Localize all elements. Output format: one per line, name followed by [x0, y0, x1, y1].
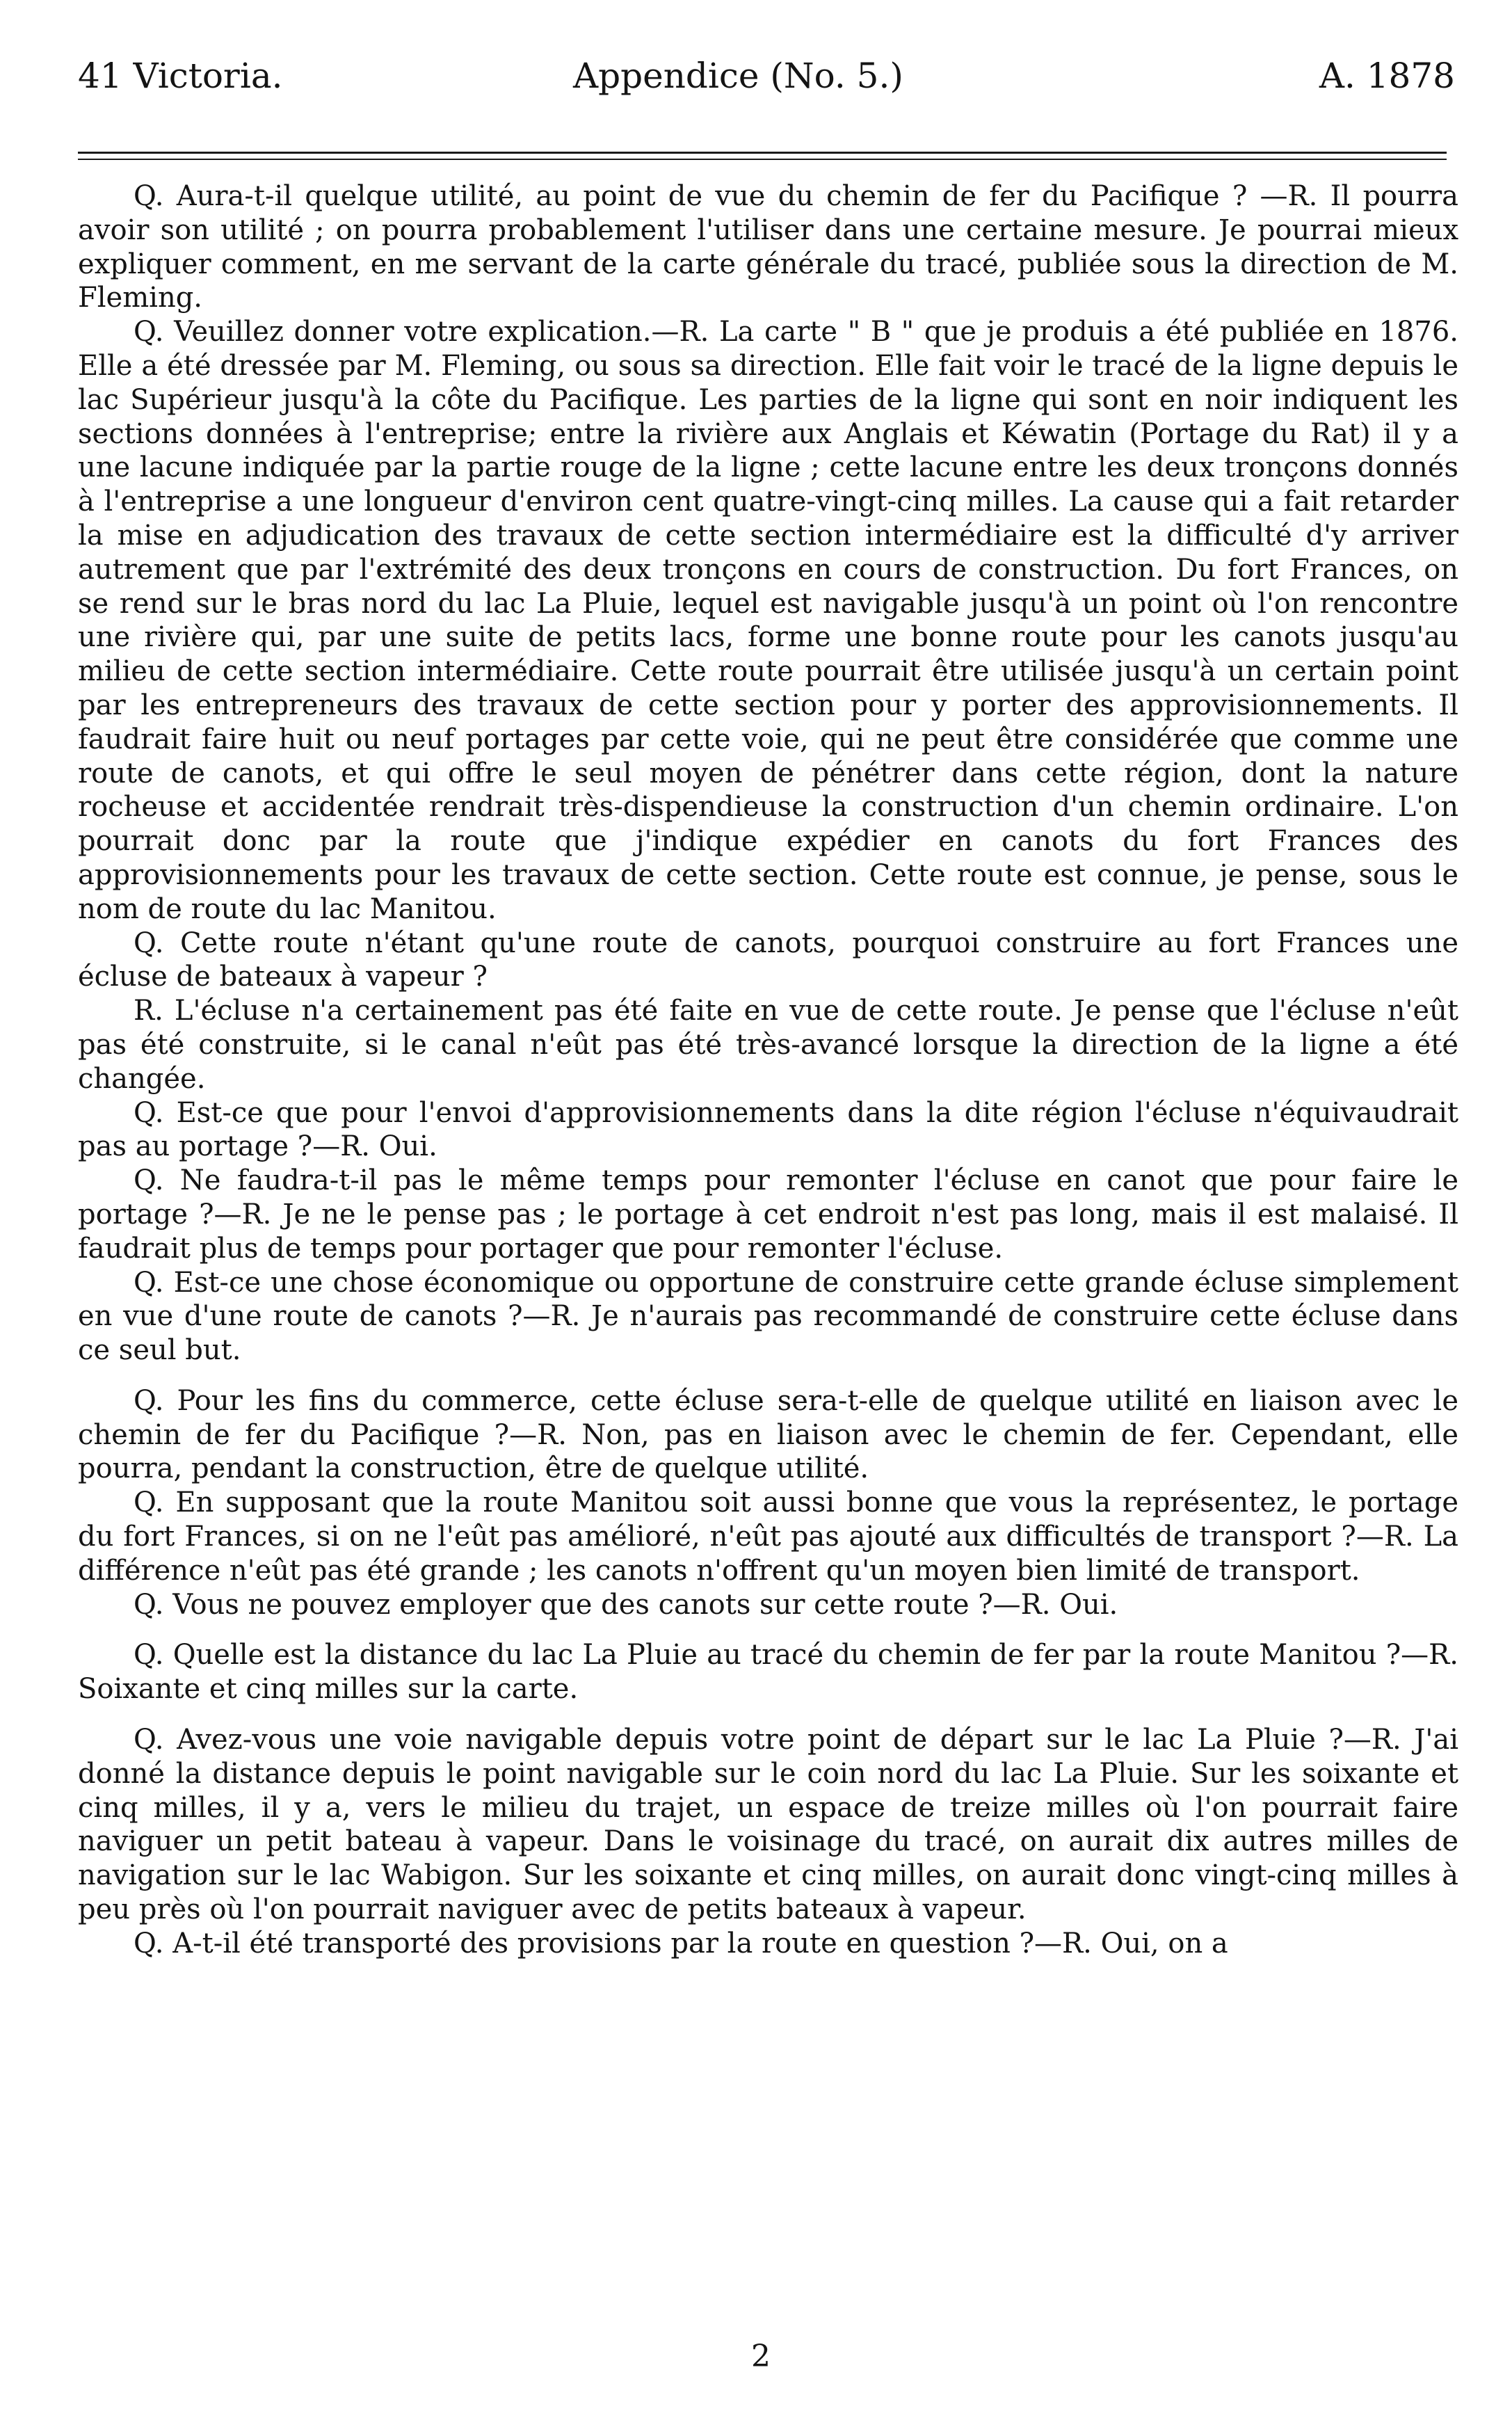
header-year: A. 1878 [1319, 56, 1455, 96]
paragraph: Q. En supposant que la route Manitou soit aussi bonne que vous la représentez, le portage du fort Frances, si on ne l'eût pas amélioré, n'eût pas ajouté aux difficultés de transport ?—R. La différence n'eût pas été grande ; les canots n'offrent qu'un moyen bien limité de transport. [78, 1487, 1458, 1587]
paragraph: Q. Cette route n'étant qu'une route de canots, pourquoi construire au fort Frances une écluse de bateaux à vapeur ? [78, 927, 1458, 993]
paragraph: Q. Vous ne pouvez employer que des canots sur cette route ?—R. Oui. [134, 1588, 1118, 1621]
paragraph: R. L'écluse n'a certainement pas été faite en vue de cette route. Je pense que l'écluse n'eût pas été construite, si le canal n'eût pas été très-avancé lorsque la direction de la ligne a été changée. [78, 995, 1458, 1095]
header-rule-bottom [78, 159, 1447, 160]
paragraph: Q. A-t-il été transporté des provisions par la route en question ?—R. Oui, on a [134, 1927, 1228, 1960]
paragraph: Q. Ne faudra-t-il pas le même temps pour remonter l'écluse en canot que pour faire le portage ?—R. Je ne le pense pas ; le portage à cet endroit n'est pas long, mais il est malaisé. Il faudrait plus de temps pour portager que pour remonter l'écluse. [78, 1164, 1458, 1265]
header-rule-top [78, 152, 1447, 154]
paragraph: Q. Veuillez donner votre explication.—R. La carte " B " que je produis a été publiée en 1876. Elle a été dressée par M. Fleming, ou sous sa direction. Elle fait voir le tracé de la ligne depuis le lac Supérieur jusqu'à la côte du Pacifique. Les parties de la ligne qui sont en noir indiquent les sections données à l'entreprise; entre la rivière aux Anglais et Kéwatin (Portage du Rat) il y a une lacune indiquée par la partie rouge de la ligne ; cette lacune entre les deux tronçons donnés à l'entreprise a une longueur d'environ cent quatre-vingt-cinq milles. La cause qui a fait retarder la mise en adjudication des travaux de cette section intermédiaire est la difficulté d'y arriver autrement que par l'extrémité des deux tronçons en cours de construction. Du fort Frances, on se rend sur le bras nord du lac La Pluie, lequel est navigable jusqu'à un point où l'on rencontre une rivière qui, par une suite de petits lacs, forme une bonne route pour les canots jusqu'au milieu de cette section intermédiaire. Cette route pourrait être utilisée jusqu'à un certain point par les entrepreneurs des travaux de cette section pour y porter des approvisionnements. Il faudrait faire huit ou neuf portages par cette voie, qui ne peut être considérée que comme une route de canots, et qui offre le seul moyen de pénétrer dans cette région, dont la nature rocheuse et accidentée rendrait très-dispendieuse la construction d'un chemin ordinaire. L'on pourrait donc par la route que j'indique expédier en canots du fort Frances des approvisionnements pour les travaux de cette section. Cette route est connue, je pense, sous le nom de route du lac Manitou. [78, 316, 1458, 925]
paragraph: Q. Quelle est la distance du lac La Pluie au tracé du chemin de fer par la route Manitou ?—R. Soixante et cinq milles sur la carte. [78, 1639, 1458, 1706]
paragraph: Q. Aura-t-il quelque utilité, au point de vue du chemin de fer du Pacifique ? —R. Il pourra avoir son utilité ; on pourra probablement l'utiliser dans une certaine mesure. Je pourrai mieux expliquer comment, en me servant de la carte générale du tracé, publiée sous la direction de M. Fleming. [78, 180, 1458, 314]
testimony-body [78, 179, 1458, 1961]
page-header [78, 56, 1455, 111]
paragraph: Q. Pour les fins du commerce, cette écluse sera-t-elle de quelque utilité en liaison avec le chemin de fer du Pacifique ?—R. Non, pas en liaison avec le chemin de fer. Cependant, elle pourra, pendant la construction, être de quelque utilité. [78, 1384, 1458, 1485]
header-appendix: Appendice (No. 5.) [573, 56, 903, 96]
paragraph: Q. Est-ce que pour l'envoi d'approvisionnements dans la dite région l'écluse n'équivaudrait pas au portage ?—R. Oui. [78, 1096, 1458, 1163]
paragraph: Q. Est-ce une chose économique ou opportune de construire cette grande écluse simplement en vue d'une route de canots ?—R. Je n'aurais pas recommandé de construire cette écluse dans ce seul but. [78, 1266, 1458, 1367]
paragraph: Q. Avez-vous une voie navigable depuis votre point de départ sur le lac La Pluie ?—R. J'ai donné la distance depuis le point navigable sur le coin nord du lac La Pluie. Sur les soixante et cinq milles, il y a, vers le milieu du trajet, un espace de treize milles où l'on pourrait faire naviguer un petit bateau à vapeur. Dans le voisinage du tracé, on aurait dix autres milles de navigation sur le lac Wabigon. Sur les soixante et cinq milles, on aurait donc vingt-cinq milles à peu près où l'on pourrait naviguer avec de petits bateaux à vapeur. [78, 1724, 1458, 1926]
page-number: 2 [751, 2339, 771, 2374]
header-session: 41 Victoria. [78, 56, 283, 96]
